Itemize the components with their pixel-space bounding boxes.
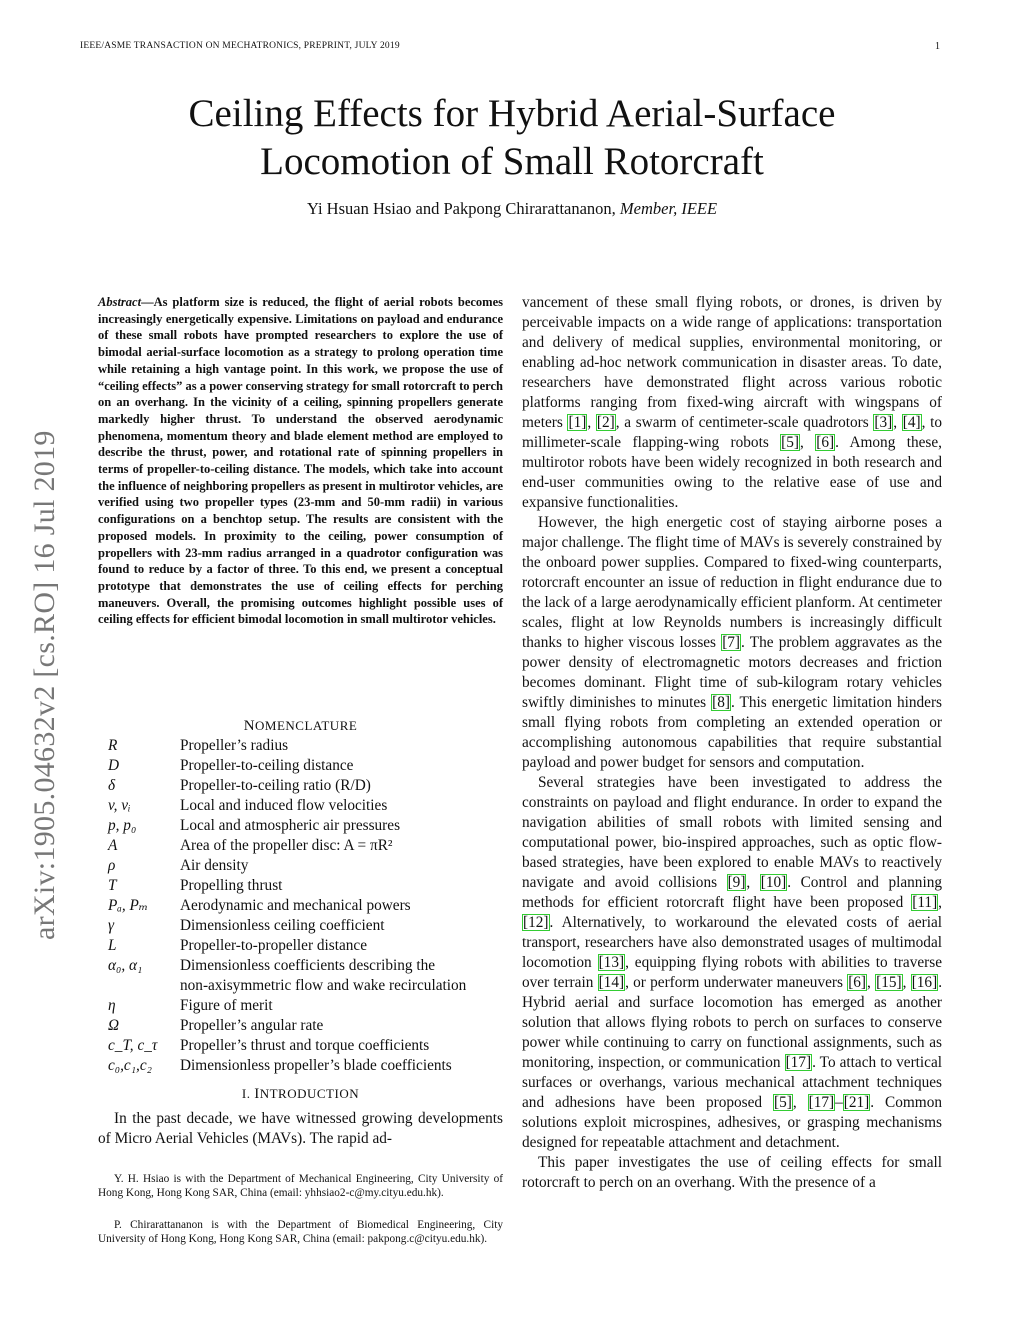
nomenclature-symbol: v, vᵢ: [108, 797, 131, 814]
right-column: [522, 293, 942, 1193]
citation-link[interactable]: [10]: [760, 874, 787, 891]
footnote-hsiao: Y. H. Hsiao is with the Department of Mechanical Engineering, City University of Hong Kong, Hong Kong SAR, China (email: yhhsiao2-c@my.cityu.edu.hk).: [98, 1173, 503, 1200]
nomenclature-row: [98, 836, 503, 856]
nomenclature-row: [98, 736, 503, 756]
nomenclature-symbol: T: [108, 877, 117, 894]
citation-link[interactable]: [17]: [785, 1054, 812, 1071]
nomenclature-row: [98, 1016, 503, 1036]
nomenclature-row: [98, 856, 503, 876]
nomenclature-heading: NOMENCLATURE: [243, 718, 358, 734]
nomenclature-row: [98, 896, 503, 916]
nomenclature-row: [98, 876, 503, 896]
nomenclature-symbol: A: [108, 837, 118, 854]
nomenclature-symbol: γ: [108, 917, 115, 934]
nomenclature-definition: Propeller’s radius: [180, 737, 289, 754]
author-names: Yi Hsuan Hsiao and Pakpong Chirarattananon,: [306, 199, 620, 218]
citation-link[interactable]: [21]: [843, 1094, 870, 1111]
nomenclature-row: [98, 916, 503, 936]
abstract: [98, 294, 503, 628]
citation-link[interactable]: [5]: [774, 1094, 792, 1111]
citation-link[interactable]: [16]: [911, 974, 938, 991]
author-line: [100, 199, 924, 219]
nomenclature-definition: Propelling thrust: [180, 877, 283, 894]
paper-title: [100, 90, 924, 186]
nomenclature-symbol: c_T, c_τ: [108, 1037, 158, 1054]
citation-link[interactable]: [4]: [902, 414, 921, 431]
page-number: 1: [935, 41, 940, 52]
citation-link[interactable]: [5]: [781, 434, 800, 451]
nomenclature-definition: Area of the propeller disc: A = πR²: [180, 837, 393, 854]
citation-link[interactable]: [12]: [523, 914, 549, 931]
running-head: IEEE/ASME TRANSACTION ON MECHATRONICS, PREPRINT, JULY 2019: [80, 41, 400, 51]
citation-link[interactable]: [7]: [722, 634, 741, 651]
citation-link[interactable]: [17]: [808, 1094, 835, 1111]
nomenclature-definition: Aerodynamic and mechanical powers: [180, 897, 411, 914]
nomenclature-symbol: Pₐ, Pₘ: [108, 897, 149, 914]
nomenclature-definition: Dimensionless ceiling coefficient: [180, 917, 385, 934]
nomenclature-row: [98, 816, 503, 836]
intro-paragraph-1: In the past decade, we have witnessed growing developments of Micro Aerial Vehicles (MAVs). The rapid ad-: [98, 1110, 503, 1147]
citation-link[interactable]: [2]: [596, 414, 615, 431]
nomenclature-row: [98, 756, 503, 776]
nomenclature-row: [98, 1036, 503, 1056]
nomenclature-symbol: α₀, α₁: [108, 957, 143, 974]
right-paragraph-4: This paper investigates the use of ceiling effects for small rotorcraft to perch on an overhang. With the presence of a: [522, 1154, 942, 1191]
section-heading-introduction: I. INTRODUCTION: [241, 1086, 360, 1102]
nomenclature-symbol: η: [108, 997, 116, 1014]
arxiv-stamp: arXiv:1905.04632v2 [cs.RO] 16 Jul 2019: [28, 430, 61, 940]
nomenclature-row: [98, 936, 503, 956]
nomenclature-row: [98, 776, 503, 796]
title-line-1: Ceiling Effects for Hybrid Aerial-Surface: [188, 92, 836, 135]
author-membership: Member, IEEE: [619, 199, 718, 218]
nomenclature-list: [98, 736, 503, 1076]
citation-link[interactable]: [9]: [727, 874, 746, 891]
nomenclature-row: [98, 796, 503, 816]
right-paragraph-1: vancement of these small flying robots, or drones, is driven by perceivable impacts on a wide range of applications: transportation and delivery of medical supplies, environmental monitoring, or enabling ad-hoc network communication in disaster areas. To date, researchers have demonstrated flight across various robotic platforms ranging from fixed-wing aircraft with wingspans of meters [1], [2], a swarm of centimeter-scale quadrotors [3], [4], to millimeter-scale flapping-wing robots [5], [6]. Among these, multirotor robots have been widely recognized in both research and end-user communities owing to the relative ease of use and expansive functionalities.: [522, 294, 942, 511]
nomenclature-definition: Propeller-to-ceiling ratio (R/D): [180, 777, 371, 794]
title-line-2: Locomotion of Small Rotorcraft: [260, 140, 764, 183]
citation-link[interactable]: [1]: [568, 414, 587, 431]
nomenclature-row: [98, 956, 503, 976]
nomenclature-symbol: D: [108, 757, 120, 774]
footnote-chirarattananon: P. Chirarattananon is with the Department of Biomedical Engineering, City University of Hong Kong, Hong Kong SAR, China (email: pakpong.c@cityu.edu.hk).: [98, 1219, 503, 1246]
citation-link[interactable]: [6]: [848, 974, 867, 991]
nomenclature-definition: Propeller-to-ceiling distance: [180, 757, 354, 774]
citation-link[interactable]: [15]: [876, 974, 902, 991]
nomenclature-row: [98, 996, 503, 1016]
abstract-lead: Abstract: [98, 295, 142, 309]
citation-link[interactable]: [3]: [874, 414, 893, 431]
nomenclature-definition: Propeller’s thrust and torque coefficients: [180, 1037, 430, 1054]
nomenclature-symbol: L: [108, 937, 117, 954]
citation-link[interactable]: [13]: [598, 954, 625, 971]
nomenclature-symbol: δ: [108, 777, 116, 794]
nomenclature-symbol: Ω: [108, 1017, 120, 1034]
nomenclature-row: [98, 1056, 503, 1076]
nomenclature-symbol: [98, 976, 180, 996]
abstract-text: —As platform size is reduced, the flight of aerial robots becomes increasingly energetically expensive. Limitations on payload and endurance of these small robots have prompted researchers to explore the use of bimodal aerial-surface locomotion as a strategy to prolong operation time while retaining a high vantage point. In this work, we propose the use of “ceiling effects” as a power conserving strategy for small rotorcraft to perch on an overhang. In the vicinity of a ceiling, spinning propellers generate markedly higher thrust. To understand the observed aerodynamic phenomena, momentum theory and blade element method are employed to describe the thrust, power, and rotational rate of spinning propellers in terms of propeller-to-ceiling distance. The models, which take into account the influence of neighboring propellers as present in multirotor vehicles, are verified using two propeller types (23-mm and 50-mm radii) in various configurations on a benchtop setup. The results are consistent with the proposed models. In proximity to the ceiling, power consumption of propellers with 23-mm radius arranged in a quadrotor configuration was found to reduce by a factor of three. To this end, we present a conceptual prototype that demonstrates the use of ceiling effects for perching maneuvers. Overall, the promising outcomes highlight possible uses of ceiling effects for efficient bimodal locomotion in small multirotor vehicles.: [98, 295, 503, 627]
nomenclature-definition: Air density: [180, 857, 249, 874]
citation-link[interactable]: [6]: [816, 434, 835, 451]
nomenclature-definition: Local and induced flow velocities: [180, 797, 388, 814]
right-paragraph-2: However, the high energetic cost of staying airborne poses a major challenge. The flight time of MAVs is severely constrained by the onboard power supplies. Compared to fixed-wing counterparts, rotorcraft encounter an issue of reduction in flight endurance due to the lack of a large aerodynamically efficient planform. At centimeter scales, flight at low Reynolds numbers is increasingly difficult thanks to higher viscous losses [7]. The problem aggravates as the power density of electromagnetic motors decreases and friction becomes dominant. Flight time of sub-kilogram rotary vehicles swiftly diminishes to minutes [8]. This energetic limitation hinders small flying robots from completing an extended operation or accomplishing autonomous capabilities that require substantial payload and power budget for sensors and computation.: [522, 514, 942, 771]
nomenclature-symbol: ρ: [108, 857, 116, 874]
nomenclature-symbol: p, p₀: [108, 817, 137, 834]
citation-link[interactable]: [11]: [912, 894, 938, 911]
right-paragraph-3: Several strategies have been investigated to address the constraints on payload and flight endurance. In order to expand the navigation abilities of small robots with limited sensing and computational power, bio-inspired approaches, such as optic flow-based strategies, have been explored to enable MAVs to reactively navigate and avoid collisions [9], [10]. Control and planning methods for efficient rotorcraft flight have been proposed [11], [12]. Alternatively, to workaround the elevated costs of aerial transport, researchers have also demonstrated usages of multimodal locomotion [13], equipping flying robots with abilities to traverse over terrain [14], or perform underwater maneuvers [6], [15], [16]. Hybrid aerial and surface locomotion has emerged as another solution that allows flying robots to perch on surfaces to conserve power while continuing to carry on functional assignments, such as monitoring, inspection, or communication [17]. To attach to vertical surfaces or overhangs, various mechanical attachment techniques and adhesions have been proposed [5], [17]–[21]. Common solutions exploit microspines, adhesives, or grasping mechanisms designed for repeatable attachment and detachment.: [522, 774, 943, 1151]
citation-link[interactable]: [8]: [712, 694, 730, 711]
nomenclature-definition: Local and atmospheric air pressures: [180, 817, 401, 834]
nomenclature-row: [98, 976, 503, 996]
nomenclature-definition: Propeller-to-propeller distance: [180, 937, 368, 954]
nomenclature-definition: Dimensionless coefficients describing the: [180, 957, 436, 974]
nomenclature-definition: Propeller’s angular rate: [180, 1017, 324, 1034]
citation-link[interactable]: [14]: [598, 974, 625, 991]
nomenclature-definition: non-axisymmetric flow and wake recirculation: [180, 977, 467, 994]
nomenclature-definition: Figure of merit: [180, 997, 273, 1014]
nomenclature-symbol: R: [108, 737, 118, 754]
nomenclature-definition: Dimensionless propeller’s blade coefficients: [180, 1057, 452, 1074]
nomenclature-symbol: c₀,c₁,c₂: [108, 1057, 152, 1074]
